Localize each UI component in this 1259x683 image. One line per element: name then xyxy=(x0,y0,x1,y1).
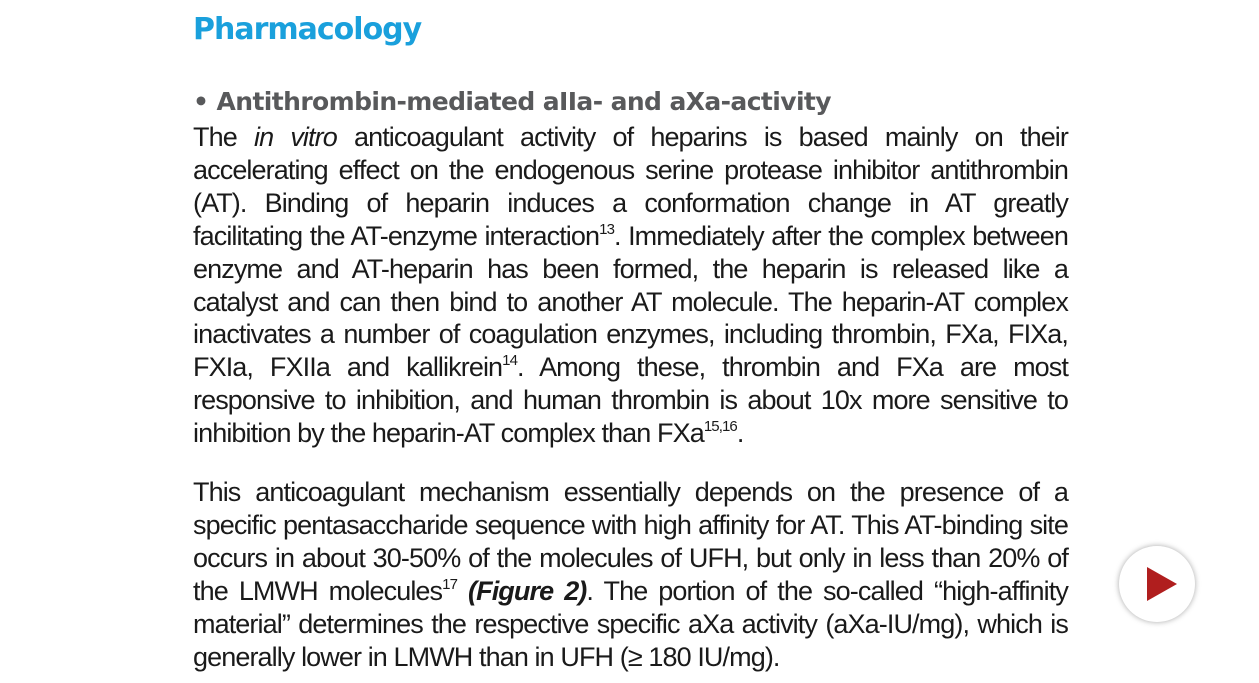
text-run: The xyxy=(193,122,254,152)
text-run: This anticoagulant mechanism essentially depends on the presence of a specific pentasaccharide sequence with high affinity for AT. This AT-binding site occurs in about 30-50% of the molecules of UFH, but only in less than 20% of the LMWH molecules xyxy=(193,477,1068,606)
section-heading-text: Antithrombin-mediated aIIa- and aXa-activity xyxy=(216,87,831,116)
citation-ref: 14 xyxy=(502,352,518,370)
citation-ref: 13 xyxy=(599,220,615,238)
page-title: Pharmacology xyxy=(193,12,422,47)
paragraph-1 xyxy=(193,121,1068,450)
bullet: • xyxy=(193,87,209,116)
text-run: . The portion of the so-called “high-affinity material” determines the respective specific aXa activity (aXa-IU/mg), which is generally lower in LMWH than in UFH (≥ 180 IU/mg). xyxy=(193,575,1068,672)
play-button[interactable] xyxy=(1119,546,1195,622)
text-run: anticoagulant activity of heparins is based mainly on their accelerating effect on the endogenous serine protease inhibitor antithrombin (AT). Binding of heparin induces a conformation change in AT greatly facilitating the AT-enzyme interaction xyxy=(193,122,1068,251)
figure-reference: (Figure 2) xyxy=(468,575,587,606)
italic-term: in vitro xyxy=(253,122,337,152)
paragraph-2 xyxy=(193,476,1068,673)
citation-ref: 15,16 xyxy=(703,418,737,436)
play-icon xyxy=(1147,567,1177,601)
citation-ref: 17 xyxy=(442,575,458,593)
text-run xyxy=(457,576,468,606)
text-run: . Among these, thrombin and FXa are most responsive to inhibition, and human thrombin is about 10x more sensitive to inhibition by the heparin-AT complex than FXa xyxy=(193,352,1068,449)
text-run: . xyxy=(736,418,744,449)
section-heading xyxy=(193,87,831,116)
text-run: . Immediately after the complex between enzyme and AT-heparin has been formed, the heparin is released like a catalyst and can then bind to another AT molecule. The heparin-AT complex inactivates a number of coagulation enzymes, including thrombin, FXa, FIXa, FXIa, FXIIa and kallikrein xyxy=(193,220,1068,383)
